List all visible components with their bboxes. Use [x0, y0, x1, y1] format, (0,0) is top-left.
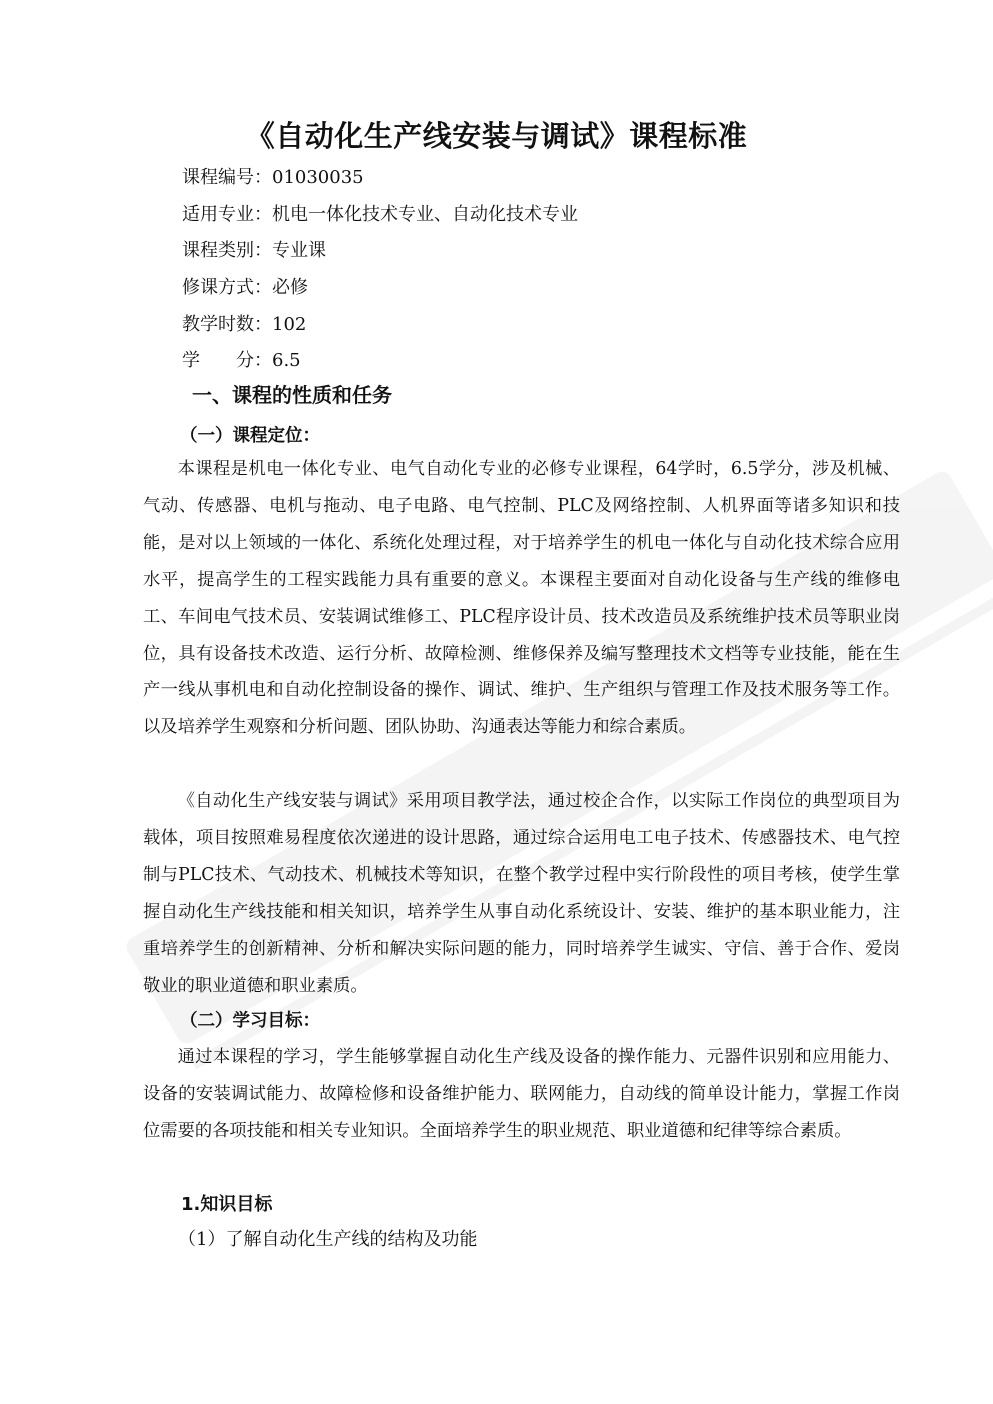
section-heading-nature: 一、课程的性质和任务	[192, 383, 392, 407]
positioning-paragraph-2: 《自动化生产线安装与调试》采用项目教学法，通过校企合作，以实际工作岗位的典型项目为载体，项目按照难易程度依次递进的设计思路，通过综合运用电工电子技术、传感器技术、电气控制与PLC技术、气动技术、机械技术等知识，在整个教学过程中实行阶段性的项目考核，使学生掌握自动化生产线技能和相关知识，培养学生从事自动化系统设计、安装、维护的基本职业能力，注重培养学生的创新精神、分析和解决实际问题的能力，同时培养学生诚实、守信、善于合作、爱岗敬业的职业道德和职业素质。	[143, 791, 900, 996]
document-title: 《自动化生产线安装与调试》课程标准	[245, 119, 748, 153]
meta-course-code: 课程编号：01030035	[182, 167, 364, 188]
meta-credits: 学 分：6.5	[182, 350, 301, 372]
meta-hours: 教学时数：102	[182, 313, 307, 335]
goals-paragraph: 通过本课程的学习，学生能够掌握自动化生产线及设备的操作能力、元器件识别和应用能力、设备的安装调试能力、故障检修和设备维护能力、联网能力，自动线的简单设计能力，掌握工作岗位需要的各项技能和相关专业知识。全面培养学生的职业规范、职业道德和纪律等综合素质。	[143, 1047, 900, 1141]
knowledge-goal-item-1: （1）了解自动化生产线的结构及功能	[178, 1229, 478, 1250]
course-meta-list	[182, 160, 578, 380]
positioning-paragraph-1: 本课程是机电一体化专业、电气自动化专业的必修专业课程，64学时，6.5学分，涉及机械、气动、传感器、电机与拖动、电子电路、电气控制、PLC及网络控制、人机界面等诸多知识和技能，是对以上领域的一体化、系统化处理过程，对于培养学生的机电一体化与自动化技术综合应用水平，提高学生的工程实践能力具有重要的意义。本课程主要面对自动化设备与生产线的维修电工、车间电气技术员、安装调试维修工、PLC程序设计员、技术改造员及系统维护技术员等职业岗位，具有设备技术改造、运行分析、故障检测、维修保养及编写整理技术文档等专业技能，能在生产一线从事机电和自动化控制设备的操作、调试、维护、生产组织与管理工作及技术服务等工作。以及培养学生观察和分析问题、团队协助、沟通表达等能力和综合素质。	[143, 459, 900, 738]
knowledge-goals-heading: 1.知识目标	[181, 1194, 273, 1215]
subsection-heading-positioning: （一）课程定位：	[180, 426, 320, 446]
meta-category: 课程类别：专业课	[182, 240, 326, 262]
meta-major: 适用专业：机电一体化技术专业、自动化技术专业	[182, 203, 578, 225]
meta-study-mode: 修课方式：必修	[182, 277, 308, 299]
subsection-heading-goals: （二）学习目标：	[180, 1011, 320, 1031]
